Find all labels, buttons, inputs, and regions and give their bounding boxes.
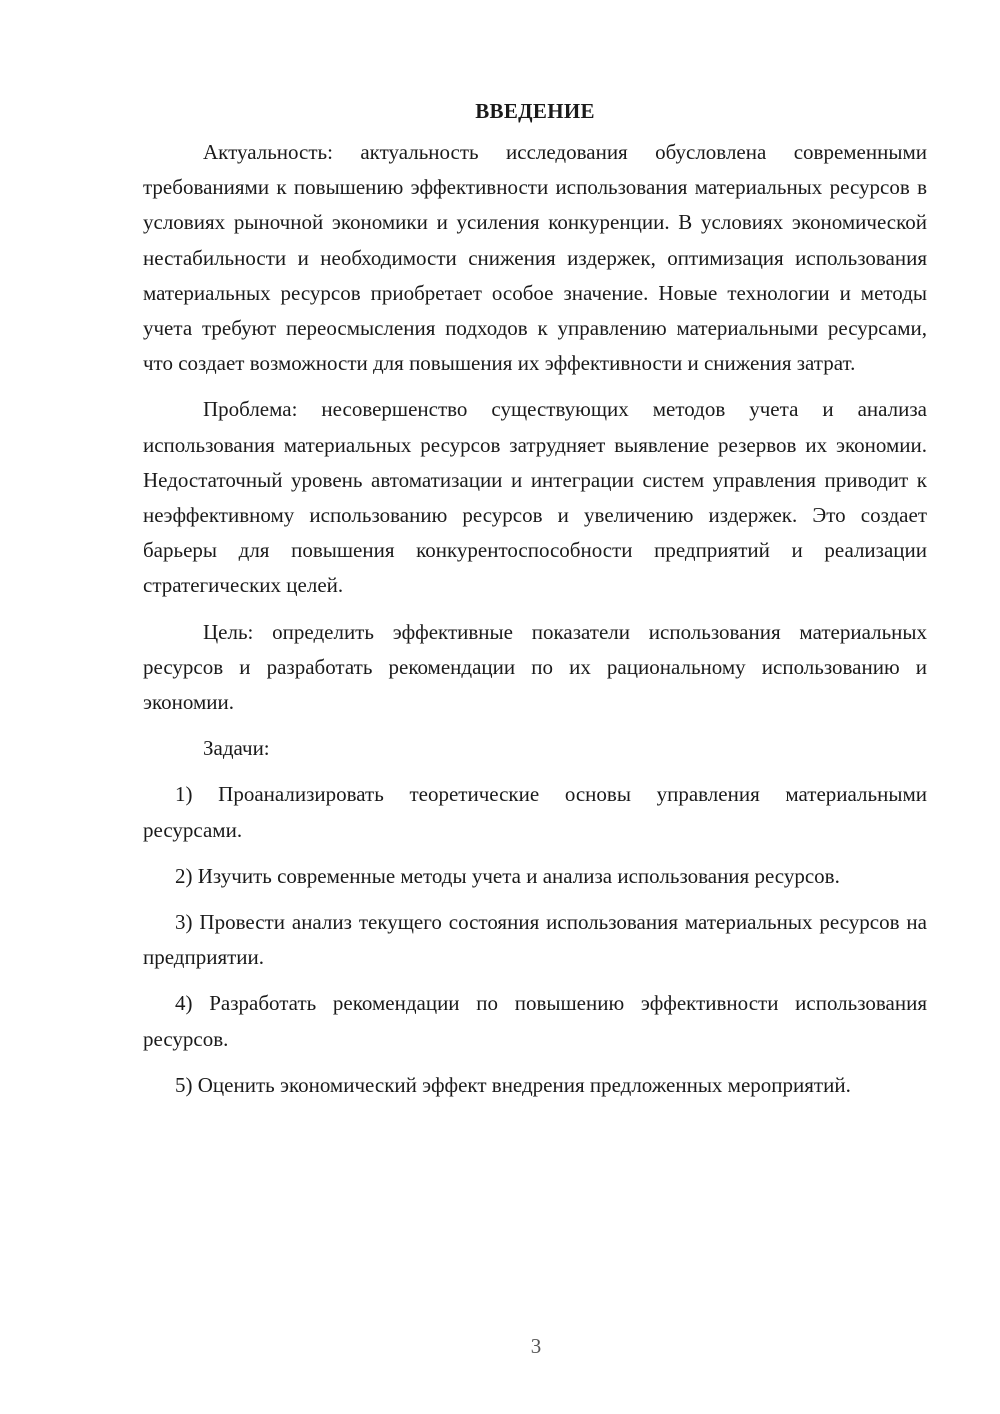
problem-paragraph: Проблема: несовершенство существующих методов учета и анализа использования материальных ресурсов затрудняет выявление резервов их экономии. Недостаточный уровень автоматизации и интеграции систем управления приводит к неэффективному использованию ресурсов и увеличению издержек. Это создает барьеры для повышения конкурентоспособности предприятий и реализации стратегических целей. [143,397,927,598]
task-item: 3) Провести анализ текущего состояния использования материальных ресурсов на предприятии. [143,910,927,970]
goal-paragraph: Цель: определить эффективные показатели использования материальных ресурсов и разработать рекомендации по их рациональному использованию и экономии. [143,619,927,715]
tasks-label: Задачи: [203,736,270,761]
page-number: 3 [530,1334,542,1358]
section-heading: ВВЕДЕНИЕ [475,99,595,123]
task-item: 1) Проанализировать теоретические основы управления материальными ресурсами. [143,782,927,842]
page-content [143,94,927,1114]
tasks-list [143,777,927,1103]
task-item: 5) Оценить экономический эффект внедрения предложенных мероприятий. [175,1072,851,1097]
relevance-paragraph: Актуальность: актуальность исследования обусловлена современными требованиями к повышению эффективности использования материальных ресурсов в условиях рыночной экономики и усиления конкуренции. В условиях экономической нестабильности и необходимости снижения издержек, оптимизация использования материальных ресурсов приобретает особое значение. Новые технологии и методы учета требуют переосмысления подходов к управлению материальными ресурсами, что создает возможности для повышения их эффективности и снижения затрат. [143,140,927,376]
task-item: 4) Разработать рекомендации по повышению эффективности использования ресурсов. [143,991,927,1051]
task-item: 2) Изучить современные методы учета и анализа использования ресурсов. [175,863,840,888]
